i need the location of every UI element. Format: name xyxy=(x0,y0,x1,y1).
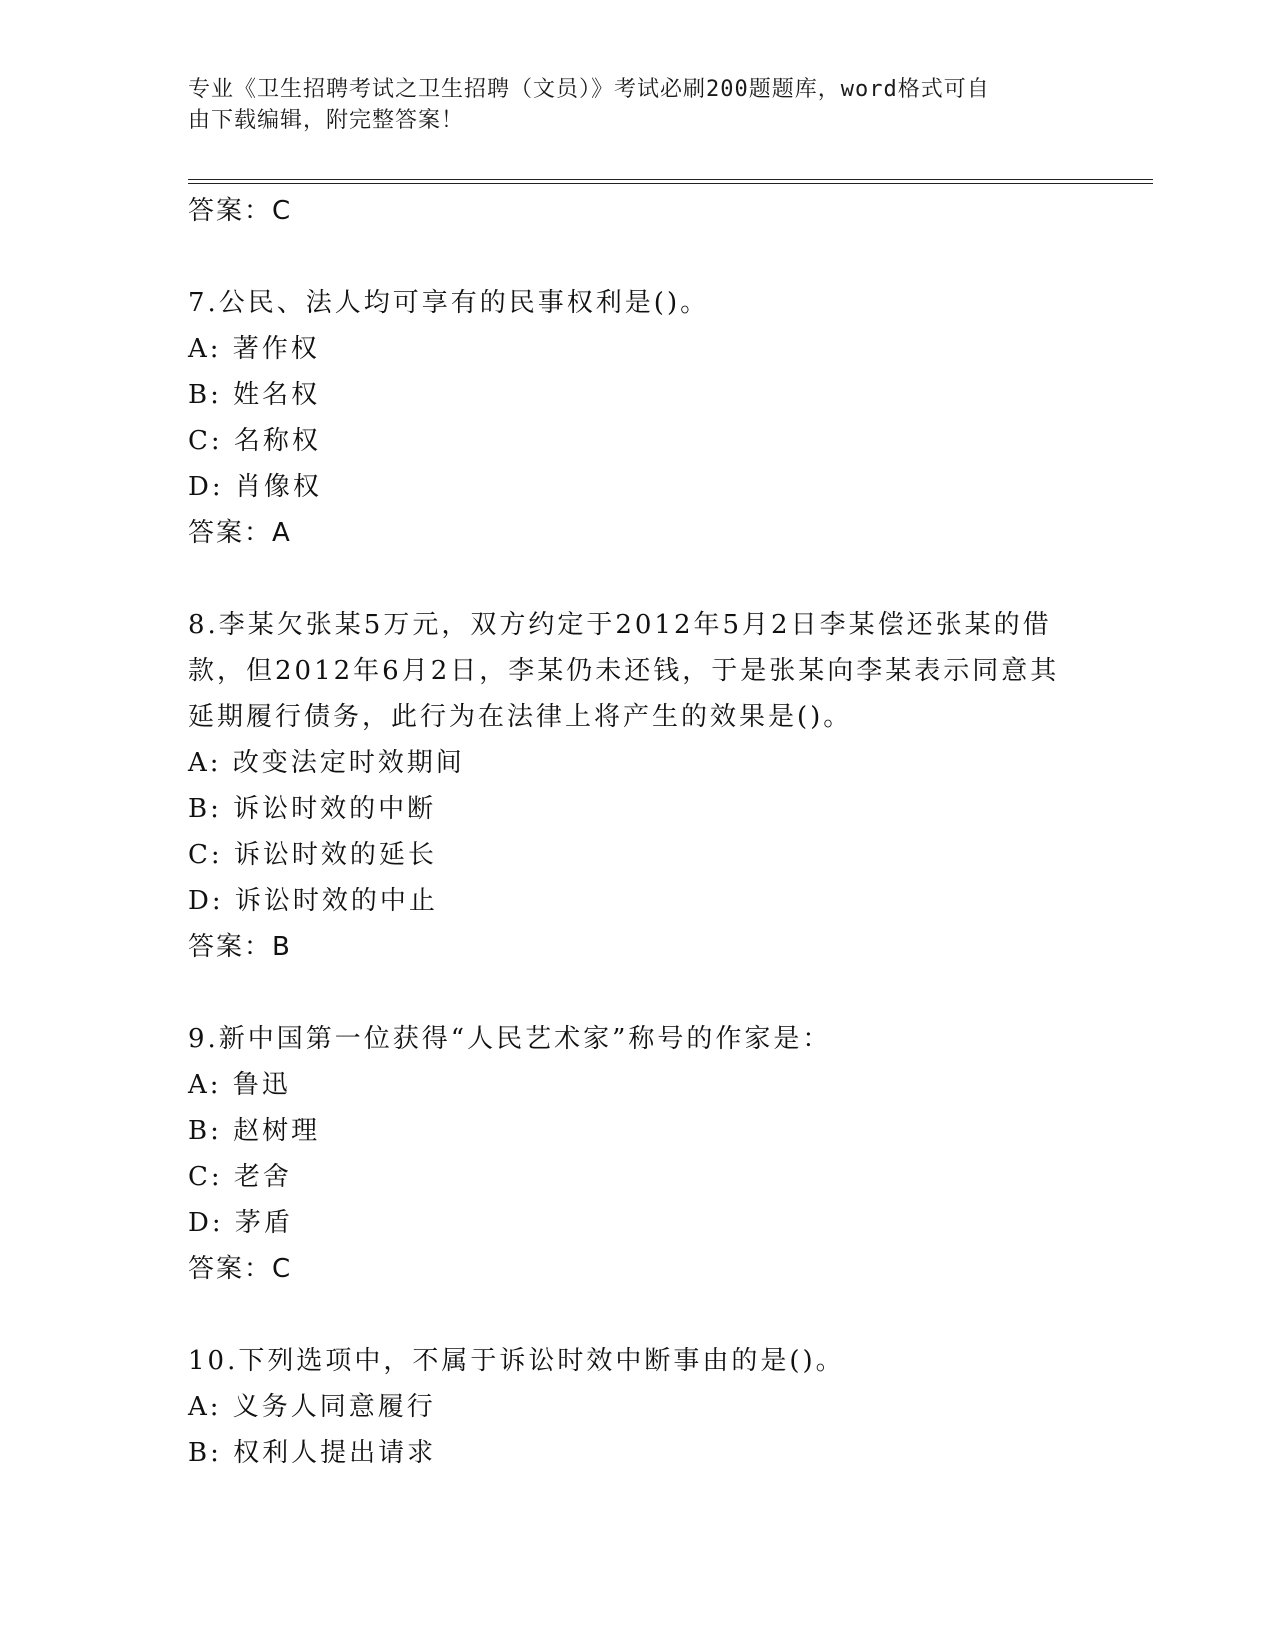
option-b: B: 权利人提出请求 xyxy=(188,1438,437,1468)
option-b: B: 诉讼时效的中断 xyxy=(188,794,437,824)
document-header xyxy=(188,74,1068,136)
option-c: C: 名称权 xyxy=(188,426,321,456)
option-a: A: 鲁迅 xyxy=(188,1070,291,1100)
answer: 答案：C xyxy=(188,1254,293,1284)
question-text-line-1: 8.李某欠张某5万元，双方约定于2012年5月2日李某偿还张某的借 xyxy=(188,610,1052,640)
option-c: C: 老舍 xyxy=(188,1162,292,1192)
previous-answer: 答案：C xyxy=(188,196,293,226)
question-7 xyxy=(188,280,1088,556)
option-a: A: 义务人同意履行 xyxy=(188,1392,436,1422)
question-text: 10.下列选项中，不属于诉讼时效中断事由的是()。 xyxy=(188,1346,845,1376)
header-divider-top xyxy=(188,179,1153,180)
option-a: A: 著作权 xyxy=(188,334,320,364)
option-d: D: 诉讼时效的中止 xyxy=(188,886,438,916)
question-10 xyxy=(188,1338,1088,1476)
question-list xyxy=(188,188,1088,1476)
header-line-2: 由下载编辑，附完整答案！ xyxy=(188,108,465,133)
header-divider-bottom xyxy=(188,183,1153,184)
option-c: C: 诉讼时效的延长 xyxy=(188,840,437,870)
option-d: D: 肖像权 xyxy=(188,472,322,502)
option-b: B: 赵树理 xyxy=(188,1116,321,1146)
question-9 xyxy=(188,1016,1088,1292)
option-a: A: 改变法定时效期间 xyxy=(188,748,465,778)
question-text: 9.新中国第一位获得“人民艺术家”称号的作家是： xyxy=(188,1024,832,1054)
option-d: D: 茅盾 xyxy=(188,1208,293,1238)
question-text-line-3: 延期履行债务，此行为在法律上将产生的效果是()。 xyxy=(188,702,853,732)
question-text: 7.公民、法人均可享有的民事权利是()。 xyxy=(188,288,710,318)
option-b: B: 姓名权 xyxy=(188,380,321,410)
question-8 xyxy=(188,602,1088,970)
header-line-1: 专业《卫生招聘考试之卫生招聘（文员）》考试必刷200题题库，word格式可自 xyxy=(188,77,990,102)
answer: 答案：B xyxy=(188,932,292,962)
question-text-line-2: 款，但2012年6月2日，李某仍未还钱，于是张某向李某表示同意其 xyxy=(188,656,1060,686)
answer: 答案：A xyxy=(188,518,292,548)
